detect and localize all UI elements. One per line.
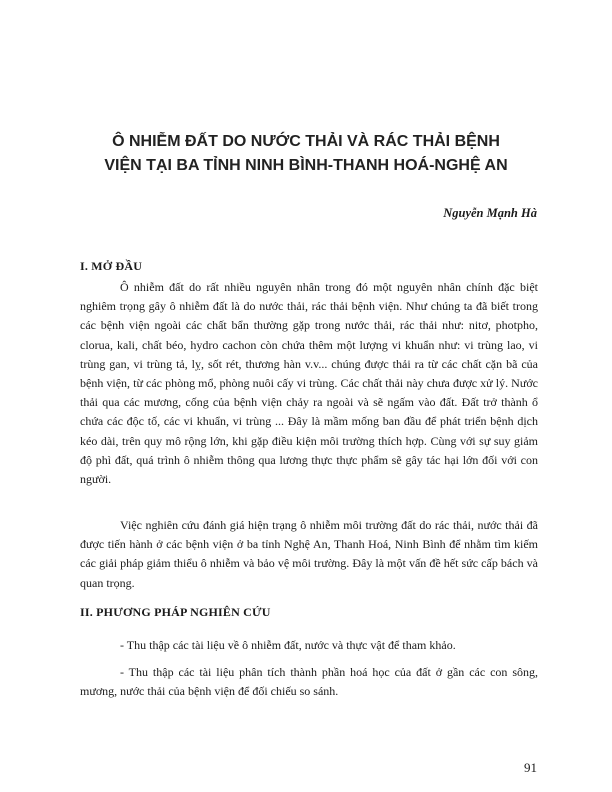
section-heading-intro: I. MỞ ĐẦU: [80, 259, 143, 273]
author-name: Nguyễn Mạnh Hà: [443, 206, 537, 220]
methods-item-1: - Thu thập các tài liệu về ô nhiễm đất, nước và thực vật để tham khảo.: [120, 638, 456, 652]
page-number: 91: [524, 760, 537, 775]
methods-item-2: - Thu thập các tài liệu phân tích thành phần hoá học của đất ở gần các con sông, mương, nước thải của bệnh viện để đối chiếu so sánh.: [80, 665, 538, 699]
intro-paragraph-1: Ô nhiễm đất do rất nhiều nguyên nhân trong đó một nguyên nhân chính đặc biệt nghiêm trọng gây ô nhiễm đất là do nước thải, rác thải bệnh viện. Như chúng ta đã biết trong các bệnh viện ngoài các chất bẩn thường gặp trong nước thải, rác thải như: nitơ, photpho, clorua, kali, chất béo, hydro cachon còn chứa thêm một lượng vi khuẩn như: vi trùng lao, vi trùng gan, vi trùng tả, lỵ, sốt rét, thương hàn v.v... chúng được thải ra từ các chất cặn bã của bệnh viện, từ các phòng mổ, phòng nuôi cấy vi trùng. Các chất thải này chưa được xử lý. Nước thải qua các mương, cống của bệnh viện chảy ra ngoài và sẽ ngấm vào đất. Đất trở thành ổ chứa các độc tố, các vi khuẩn, vi trùng ... Đây là mầm mống ban đầu để phát triển bệnh dịch kéo dài, trên quy mô rộng lớn, khi gặp điều kiện môi trường thích hợp. Cùng với sự suy giảm độ phì đất, quá trình ô nhiễm thông qua lương thực thực phẩm sẽ gây tác hại lớn đối với con người.: [80, 280, 538, 487]
title-line-2: VIỆN TẠI BA TỈNH NINH BÌNH-THANH HOÁ-NGHỆ AN: [104, 157, 508, 174]
section-heading-methods: II. PHƯƠNG PHÁP NGHIÊN CỨU: [80, 605, 271, 619]
intro-paragraph-2: Việc nghiên cứu đánh giá hiện trạng ô nhiễm môi trường đất do rác thải, nước thải đã được tiến hành ở các bệnh viện ở ba tỉnh Nghệ An, Thanh Hoá, Ninh Bình để nhằm tìm kiếm các giải pháp giảm thiểu ô nhiễm và bảo vệ môi trường. Đây là một vấn đề hết sức cấp bách và quan trọng.: [80, 518, 538, 590]
title-line-1: Ô NHIỄM ĐẤT DO NƯỚC THẢI VÀ RÁC THẢI BỆNH: [112, 133, 500, 150]
paper-title: [60, 130, 552, 178]
